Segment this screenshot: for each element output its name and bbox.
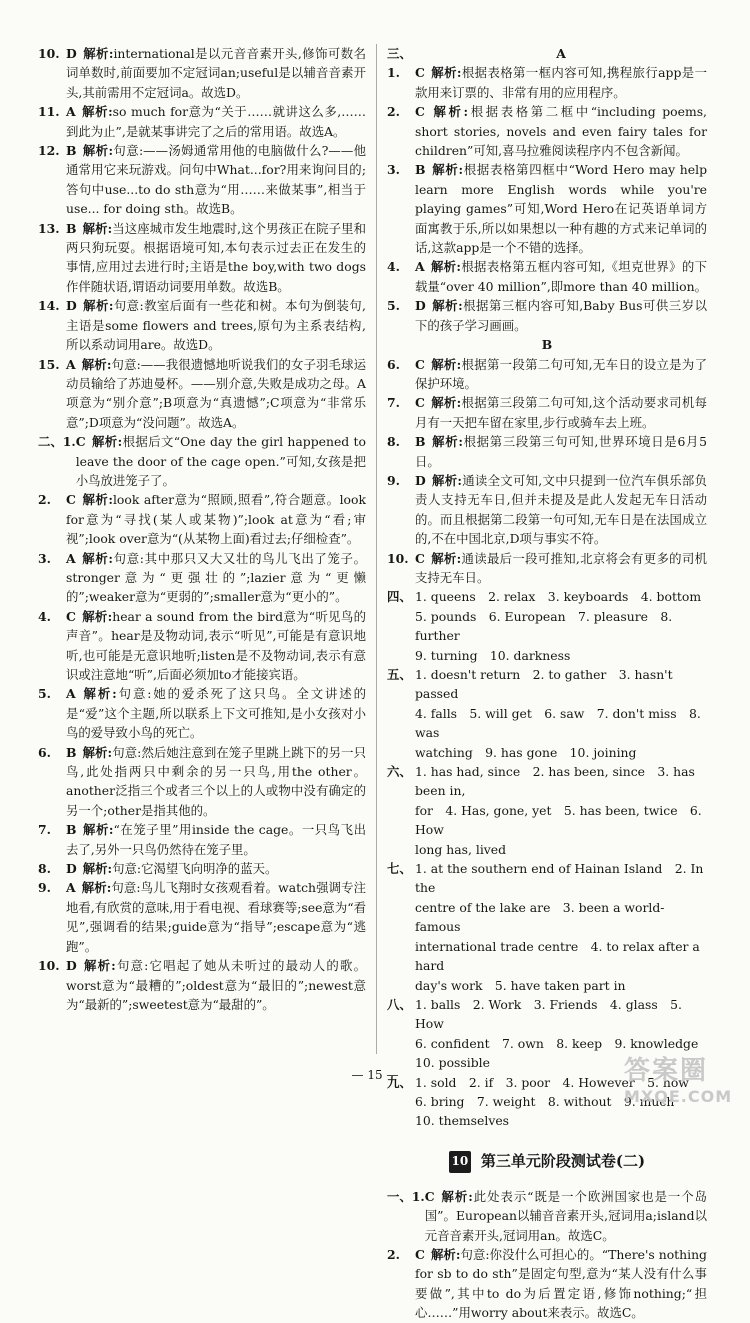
answer-number: [387, 257, 415, 296]
section-label: [387, 607, 415, 646]
question-number: 15.: [38, 356, 60, 372]
watermark-text: 答案圈: [624, 1056, 709, 1086]
answer-number: [387, 471, 415, 549]
analysis-tag: 解析: [440, 1188, 469, 1204]
watermark-logo: [624, 1050, 744, 1106]
answer-choice: D: [415, 298, 426, 314]
question-number: 3.: [387, 162, 400, 178]
question-number: 12.: [38, 143, 60, 159]
analysis-tag: 解析: [431, 472, 458, 488]
analysis-colon: :: [107, 861, 113, 877]
section-label: [387, 646, 415, 665]
analysis-tag: 解析: [82, 958, 112, 974]
answer-body: [415, 549, 707, 588]
answer-choice: C: [415, 1246, 425, 1262]
analysis-colon: :: [458, 434, 463, 450]
analysis-text: 根据第三框内容可知,Baby Bus可供三岁以下的孩子学习画画。: [415, 298, 707, 333]
answer-line: [387, 587, 707, 606]
answer-choice: C: [415, 65, 425, 81]
analysis-text: 句意:其中那只又大又壮的鸟儿飞出了笼子。stronger意为“更强壮的”;lazier意为“更懒的”;weaker意为“更弱的”;smaller意为“更小的”。: [66, 550, 366, 605]
answer-entry: [38, 607, 366, 685]
subsection-a-label: A: [556, 46, 566, 61]
answer-line-text: 6. confident 7. own 8. keep 9. knowledge: [415, 1035, 699, 1051]
answer-line-text: 1. balls 2. Work 3. Friends 4. glass 5. How: [415, 996, 682, 1032]
answer-number: [387, 393, 415, 432]
answer-body: [415, 296, 707, 335]
question-number: 2.: [38, 492, 51, 508]
analysis-colon: :: [108, 550, 113, 566]
answer-entry: [387, 355, 707, 394]
answer-line: [387, 1111, 707, 1130]
analysis-colon: :: [108, 822, 114, 838]
answer-entry: [38, 102, 366, 141]
analysis-colon: :: [456, 259, 461, 275]
analysis-colon: :: [111, 958, 116, 974]
analysis-tag: 解析: [430, 1246, 456, 1262]
analysis-text: 通读最后一段可推知,北京将会有更多的司机支持无车日。: [415, 550, 707, 585]
answer-line: [387, 762, 707, 801]
analysis-tag: 解析: [81, 608, 108, 624]
question-number: 7.: [38, 822, 51, 838]
answer-line: [387, 607, 707, 646]
answer-body: [76, 432, 366, 490]
question-number: 2.: [387, 104, 400, 120]
answer-number: [38, 219, 66, 297]
answer-entry: [38, 859, 366, 878]
answer-choice: A: [66, 880, 76, 896]
answer-number: [387, 1187, 425, 1245]
analysis-text: 句意:然后她注意到在笼子里跳上跳下的另一只鸟,此处指两只中剩余的另一只鸟,用the other。another泛指三个或者三个以上的人或物中没有确定的另一个;other是指其他的。: [66, 744, 366, 818]
answer-choice: C: [415, 550, 425, 566]
answer-entry: [387, 1245, 707, 1323]
answers-b: [387, 355, 707, 588]
answer-line-text: 1. at the southern end of Hainan Island 2. In the: [415, 861, 704, 896]
analysis-text: so much for意为“关于……就讲这么多,……到此为止”,是就某事讲完了之后的常用语。故选A。: [66, 104, 367, 139]
section-label: 五、: [387, 667, 412, 682]
answer-line: [387, 665, 707, 704]
analysis-tag: 解析: [81, 550, 109, 566]
answer-choice: C: [415, 356, 425, 372]
answer-body: [66, 956, 366, 1014]
section-label: [387, 840, 415, 859]
analysis-text: 根据表格第二框中“including poems, short stories, novels and even fairy tales for children”可知,喜马拉雅阅读程序内不包含新闻。: [415, 104, 707, 159]
answer-choice: B: [66, 220, 77, 236]
analysis-colon: :: [108, 143, 114, 159]
section-label: 六、: [387, 764, 412, 780]
answer-number: [38, 859, 66, 878]
answer-line: [387, 859, 707, 898]
unit-title: 第三单元阶段测试卷(二): [480, 1152, 646, 1171]
section-label: 八、: [387, 996, 412, 1012]
analysis-colon: :: [106, 880, 112, 896]
answer-body: [66, 549, 366, 607]
answer-choice: C: [66, 608, 76, 624]
question-number: 3.: [38, 550, 51, 566]
answer-choice: D: [66, 46, 77, 61]
answer-choice: A: [415, 259, 425, 275]
question-number: 11.: [38, 104, 60, 120]
answer-body: [415, 63, 707, 102]
answer-number: [38, 878, 66, 956]
analysis-text: 根据第一段第二句可知,无车日的设立是为了保护环境。: [415, 356, 707, 391]
answer-line: [387, 840, 707, 859]
question-number: 4.: [38, 608, 51, 624]
section-label: 四、: [387, 589, 412, 605]
analysis-colon: :: [106, 356, 112, 372]
section-label: [387, 898, 415, 937]
analysis-text: 当这座城市发生地震时,这个男孩正在院子里和两只狗玩耍。根据语境可知,本句表示过去正在发生的事情,应用过去进行时;主语是the boy,with two dogs作伴随状语,谓语动词要用单数。故选B。: [66, 220, 366, 294]
analysis-text: 句意:她的爱杀死了这只鸟。全文讲述的是“爱”这个主题,所以联系上下文可推知,是小女孩对小鸟的爱导致小鸟的死亡。: [66, 686, 366, 741]
analysis-tag: 解析: [81, 492, 109, 508]
analysis-tag: 解析: [431, 298, 459, 314]
section-label: [387, 1092, 415, 1111]
answer-line-text: 1. queens 2. relax 3. keyboards 4. bottom: [415, 589, 702, 605]
analysis-colon: :: [458, 298, 463, 314]
analysis-colon: :: [107, 744, 113, 760]
analysis-text: 句意:它唱起了她从未听过的最动人的歌。worst意为“最糟的”;oldest意为“最旧的”;newest意为“最新的”;sweetest意为“最甜的”。: [66, 958, 366, 1012]
answer-number: [38, 102, 66, 141]
answer-entry: [38, 743, 366, 821]
section-label: [387, 801, 415, 840]
analysis-tag: 解析: [82, 143, 109, 159]
answer-line: [387, 995, 707, 1034]
answer-entry: [387, 102, 707, 160]
answer-entry: [387, 549, 707, 588]
answer-entry: [38, 956, 366, 1014]
section-label: [387, 937, 415, 976]
analysis-colon: :: [457, 472, 462, 488]
answer-choice: A: [66, 686, 76, 702]
analysis-tag: 解析: [81, 356, 107, 372]
analysis-tag: 解析: [82, 46, 109, 61]
answer-body: [66, 743, 366, 821]
section-label: [387, 976, 415, 995]
answer-body: [415, 355, 707, 394]
answer-number: [38, 141, 66, 219]
answer-line-text: 9. turning 10. darkness: [415, 647, 571, 663]
analysis-colon: :: [112, 686, 117, 702]
analysis-tag: 解析: [81, 104, 109, 120]
answer-body: [66, 296, 366, 354]
analysis-text: 句意:你没什么可担心的。“There's nothing for sb to do sth”是固定句型,意为“某人没有什么事要做”,其中to do为后置定语,修饰nothing;“担心……”用worry about来表示。故选C。: [415, 1246, 707, 1321]
answer-body: [66, 820, 366, 859]
question-number: 8.: [387, 434, 400, 450]
answer-body: [66, 490, 366, 548]
question-number: 1.: [387, 65, 400, 81]
answer-number: [38, 820, 66, 859]
analysis-colon: :: [456, 550, 462, 566]
analysis-tag: 解析: [82, 744, 108, 760]
answer-body: [66, 219, 366, 297]
question-number: 5.: [38, 686, 51, 702]
section-label: 二、: [38, 434, 63, 450]
answer-choice: B: [66, 143, 77, 159]
answer-line-text: 4. falls 5. will get 6. saw 7. don't miss 8. was: [415, 705, 701, 741]
answer-entry: [38, 684, 366, 742]
answer-line-text: international trade centre 4. to relax after a hard: [415, 938, 700, 974]
answer-entry: [38, 141, 366, 219]
question-number: 1.: [411, 1188, 425, 1204]
answer-choice: A: [66, 550, 76, 566]
question-number: 10.: [38, 958, 60, 974]
analysis-colon: :: [455, 1246, 461, 1262]
right-column: [387, 44, 707, 1323]
analysis-tag: 解析: [430, 65, 457, 81]
analysis-colon: :: [456, 395, 462, 411]
analysis-text: hear a sound from the bird意为“听见鸟的声音”。hear是及物动词,表示“听见”,可能是有意识地听,也可能是无意识地听;listen是不及物动词,表示有意识或注意地“听”,后面必须加to才能接宾语。: [66, 608, 366, 682]
answer-entry: [387, 296, 707, 335]
analysis-text: 根据第三段第二句可知,这个活动要求司机每月有一天把车留在家里,步行或骑车去上班。: [415, 395, 707, 430]
analysis-colon: :: [107, 608, 113, 624]
section-label: [387, 743, 415, 762]
answer-line-text: 1. doesn't return 2. to gather 3. hasn't passed: [415, 667, 673, 702]
analysis-tag: 解析: [430, 395, 457, 411]
analysis-colon: :: [458, 162, 464, 178]
answer-choice: D: [66, 298, 77, 314]
answer-choice: A: [66, 356, 76, 372]
analysis-colon: :: [108, 298, 114, 314]
answer-line: [387, 801, 707, 840]
answers-a: [387, 63, 707, 335]
answer-body: [415, 432, 707, 471]
question-number: 4.: [387, 259, 400, 275]
answer-number: [38, 355, 66, 433]
analysis-colon: :: [108, 492, 113, 508]
analysis-tag: 解析: [430, 259, 457, 275]
answer-line-text: 5. pounds 6. European 7. pleasure 8. further: [415, 608, 673, 644]
answer-line: [387, 976, 707, 995]
analysis-text: 此处表示“既是一个欧洲国家也是一个岛国”。European以辅音音素开头,冠词用a;island以元音音素开头,冠词用an。故选C。: [424, 1188, 707, 1243]
analysis-colon: :: [117, 434, 123, 450]
answer-choice: B: [66, 744, 77, 760]
section-label: 九、: [387, 1074, 412, 1090]
analysis-tag: 解析: [430, 550, 457, 566]
answer-entry: [38, 820, 366, 859]
column-divider: [376, 44, 377, 1054]
analysis-text: 根据表格第四框中“Word Hero may help learn more English words while you're playing games”可知,Word Hero在记英语单词方面寓教于乐,所以如果想以一种有趣的方式来记单词的话,这款app是一个不错的选择。: [415, 162, 708, 256]
answer-entry: [38, 878, 366, 956]
analysis-text: 句意:——汤姆通常用他的电脑做什么?——他通常用它来玩游戏。问句中What...for?用来询问目的;答句中use...to do sth意为“用……来做某事”,相当于use... for doing sth。故选B。: [66, 143, 366, 217]
answer-number: [38, 607, 66, 685]
answer-body: [66, 878, 366, 956]
answer-line-text: day's work 5. have taken part in: [415, 977, 626, 993]
answer-line: [387, 646, 707, 665]
answers-unit-test: [387, 1187, 707, 1323]
question-number: 8.: [38, 861, 51, 877]
answer-body: [415, 257, 707, 296]
unit-heading: [387, 1151, 707, 1173]
answer-entry: [38, 296, 366, 354]
answer-choice: C: [66, 492, 76, 508]
subsection-b-label: B: [541, 337, 553, 353]
answer-choice: B: [415, 434, 426, 450]
answer-number: [38, 432, 76, 490]
answer-body: [415, 471, 707, 549]
question-number: 7.: [387, 395, 400, 411]
answer-entry: [387, 63, 707, 102]
answer-line-text: 1. sold 2. if 3. poor 4. However 5. how: [415, 1074, 689, 1090]
answer-choice: C: [424, 1188, 435, 1204]
analysis-tag: 解析: [82, 298, 109, 314]
section-label: [387, 1034, 415, 1053]
analysis-colon: :: [107, 220, 113, 236]
answer-choice: A: [66, 104, 76, 120]
analysis-text: 根据第三段第三句可知,世界环境日是6月5日。: [415, 434, 707, 469]
page-number: — 15 —: [351, 1068, 399, 1082]
answer-entry: [38, 219, 366, 297]
answer-body: [415, 160, 707, 257]
answer-line: [387, 937, 707, 976]
watermark-url: MXQE.COM: [624, 1087, 733, 1106]
answer-number: [38, 956, 66, 1014]
answer-number: [38, 490, 66, 548]
answer-number: [387, 102, 415, 160]
section-label: 七、: [387, 861, 412, 877]
answer-line: [387, 704, 707, 743]
question-number: 6.: [38, 744, 51, 760]
answer-entry: [38, 549, 366, 607]
analysis-colon: :: [463, 104, 469, 120]
answer-line-text: long has, lived: [415, 841, 507, 857]
answer-number: [387, 549, 415, 588]
question-number: 9.: [38, 880, 51, 896]
answer-number: [38, 44, 66, 102]
answer-line-text: watching 9. has gone 10. joining: [415, 744, 637, 760]
answer-choice: C: [75, 434, 86, 450]
analysis-text: look after意为“照顾,照看”,符合题意。look for意为“寻找(某人或某物)”;look at意为“看;审视”;look over意为“(从某物上面)看过去;仔细检查”。: [66, 492, 366, 547]
answer-line-text: centre of the lake are 3. been a world-famous: [415, 899, 665, 935]
question-number: 1.: [62, 434, 76, 450]
section-label: [387, 704, 415, 743]
answer-number: [387, 63, 415, 102]
question-number: 10.: [387, 550, 409, 566]
question-number: 10.: [38, 46, 60, 61]
answer-body: [66, 859, 366, 878]
analysis-tag: 解析: [431, 434, 459, 450]
answer-entry: [387, 160, 707, 257]
analysis-text: 根据后文“One day the girl happened to leave the door of the cage open.”可知,女孩是把小鸟放进笼子了。: [75, 434, 366, 488]
analysis-text: 根据表格第五框内容可知,《坦克世界》的下载量“over 40 million”,即more than 40 million。: [415, 259, 707, 294]
answer-number: [387, 296, 415, 335]
left-column: [38, 44, 366, 1014]
answer-line-text: 1. has had, since 2. has been, since 3. has been in,: [415, 764, 695, 799]
answer-number: [38, 684, 66, 742]
answer-number: [387, 355, 415, 394]
answer-line: [387, 898, 707, 937]
answer-number: [387, 432, 415, 471]
answer-body: [415, 1245, 707, 1323]
answer-body: [66, 102, 366, 141]
answer-choice: B: [66, 822, 77, 838]
answer-entry: [38, 44, 366, 102]
answer-body: [66, 684, 366, 742]
answer-line: [387, 743, 707, 762]
analysis-text: 句意:——我很遗憾地听说我们的女子羽毛球运动员输给了苏迪曼杯。——别介意,失败是成功之母。A项意为“别介意”;B项意为“真遗憾”;C项意为“非常乐意”;D项意为“没问题”。故选A。: [66, 356, 366, 430]
analysis-tag: 解析: [82, 220, 108, 236]
answer-number: [38, 549, 66, 607]
answer-line-text: 10. themselves: [415, 1113, 510, 1129]
analysis-colon: :: [108, 46, 114, 61]
question-number: 14.: [38, 298, 60, 314]
answer-entry: [387, 471, 707, 549]
answer-line-text: 6. bring 7. weight 8. without 9. much: [415, 1093, 675, 1109]
section-label: 三、: [387, 46, 412, 61]
answer-body: [415, 102, 707, 160]
answer-entry: [387, 432, 707, 471]
analysis-tag: 解析: [430, 356, 457, 372]
answer-number: [38, 296, 66, 354]
analysis-tag: 解析: [430, 104, 464, 120]
unit-number-badge: 10: [449, 1151, 471, 1173]
answer-choice: D: [415, 472, 426, 488]
analysis-text: 句意:鸟儿飞翔时女孩观看着。watch强调专注地看,有欣赏的意味,用于看电视、看球赛等;see意为“看见”,强调看的结果;guide意为“指导”;escape意为“逃跑”。: [66, 880, 367, 954]
section-label: 一、: [387, 1188, 412, 1204]
analysis-text: international是以元音音素开头,修饰可数名词单数时,前面要加不定冠词an;useful是以辅音音素开头,其前需用不定冠词a。故选D。: [66, 46, 367, 100]
analysis-text: 句意:它渴望飞向明净的蓝天。: [112, 861, 278, 877]
answer-number: [387, 160, 415, 257]
analysis-text: 通读全文可知,文中只提到一位汽车俱乐部负责人支持无车日,但并未提及是此人发起无车日活动的。而且根据第二段第一句可知,无车日是在法国成立的,不在中国北京,D项与事实不符。: [415, 472, 707, 547]
answer-body: [66, 44, 366, 102]
section-three-header: [387, 44, 707, 63]
question-number: 5.: [387, 298, 400, 314]
section-label: [387, 1111, 415, 1130]
answer-number: [38, 743, 66, 821]
answer-choice: C: [415, 395, 425, 411]
analysis-tag: 解析: [431, 162, 459, 178]
answer-body: [66, 141, 366, 219]
answer-entry: [38, 355, 366, 433]
analysis-colon: :: [456, 65, 462, 81]
answer-choice: D: [66, 958, 77, 974]
answer-choice: D: [66, 861, 77, 877]
analysis-tag: 解析: [91, 434, 118, 450]
answer-entry: [387, 393, 707, 432]
question-number: 13.: [38, 220, 60, 236]
analysis-tag: 解析: [82, 822, 109, 838]
question-number: 2.: [387, 1246, 400, 1262]
answer-line-text: 10. possible: [415, 1055, 490, 1071]
question-number: 6.: [387, 356, 400, 372]
answer-choice: B: [415, 162, 426, 178]
answer-body: [66, 607, 366, 685]
question-number: 9.: [387, 472, 400, 488]
analysis-colon: :: [468, 1188, 473, 1204]
analysis-text: 句意:教室后面有一些花和树。本句为倒装句,主语是some flowers and trees,原句为主系表结构,所以系动词用are。故选D。: [66, 298, 366, 353]
analysis-tag: 解析: [81, 880, 107, 896]
answer-choice: C: [415, 104, 425, 120]
answer-body: [415, 393, 707, 432]
answer-entry: [387, 257, 707, 296]
analysis-tag: 解析: [82, 861, 108, 877]
answer-entry: [38, 432, 366, 490]
analysis-text: 根据表格第一框内容可知,携程旅行app是一款用来订票的、非常有用的应用程序。: [415, 65, 707, 100]
answer-line-text: for 4. Has, gone, yet 5. has been, twice 6. How: [415, 802, 702, 838]
analysis-text: “在笼子里”用inside the cage。一只鸟飞出去了,另外一只鸟仍然待在笼子里。: [66, 822, 366, 857]
answer-number: [387, 1245, 415, 1323]
answer-body: [66, 355, 366, 433]
answer-entry: [38, 490, 366, 548]
answer-entry: [387, 1187, 707, 1245]
analysis-colon: :: [456, 356, 462, 372]
analysis-tag: 解析: [81, 686, 113, 702]
answer-body: [425, 1187, 707, 1245]
analysis-colon: :: [108, 104, 113, 120]
